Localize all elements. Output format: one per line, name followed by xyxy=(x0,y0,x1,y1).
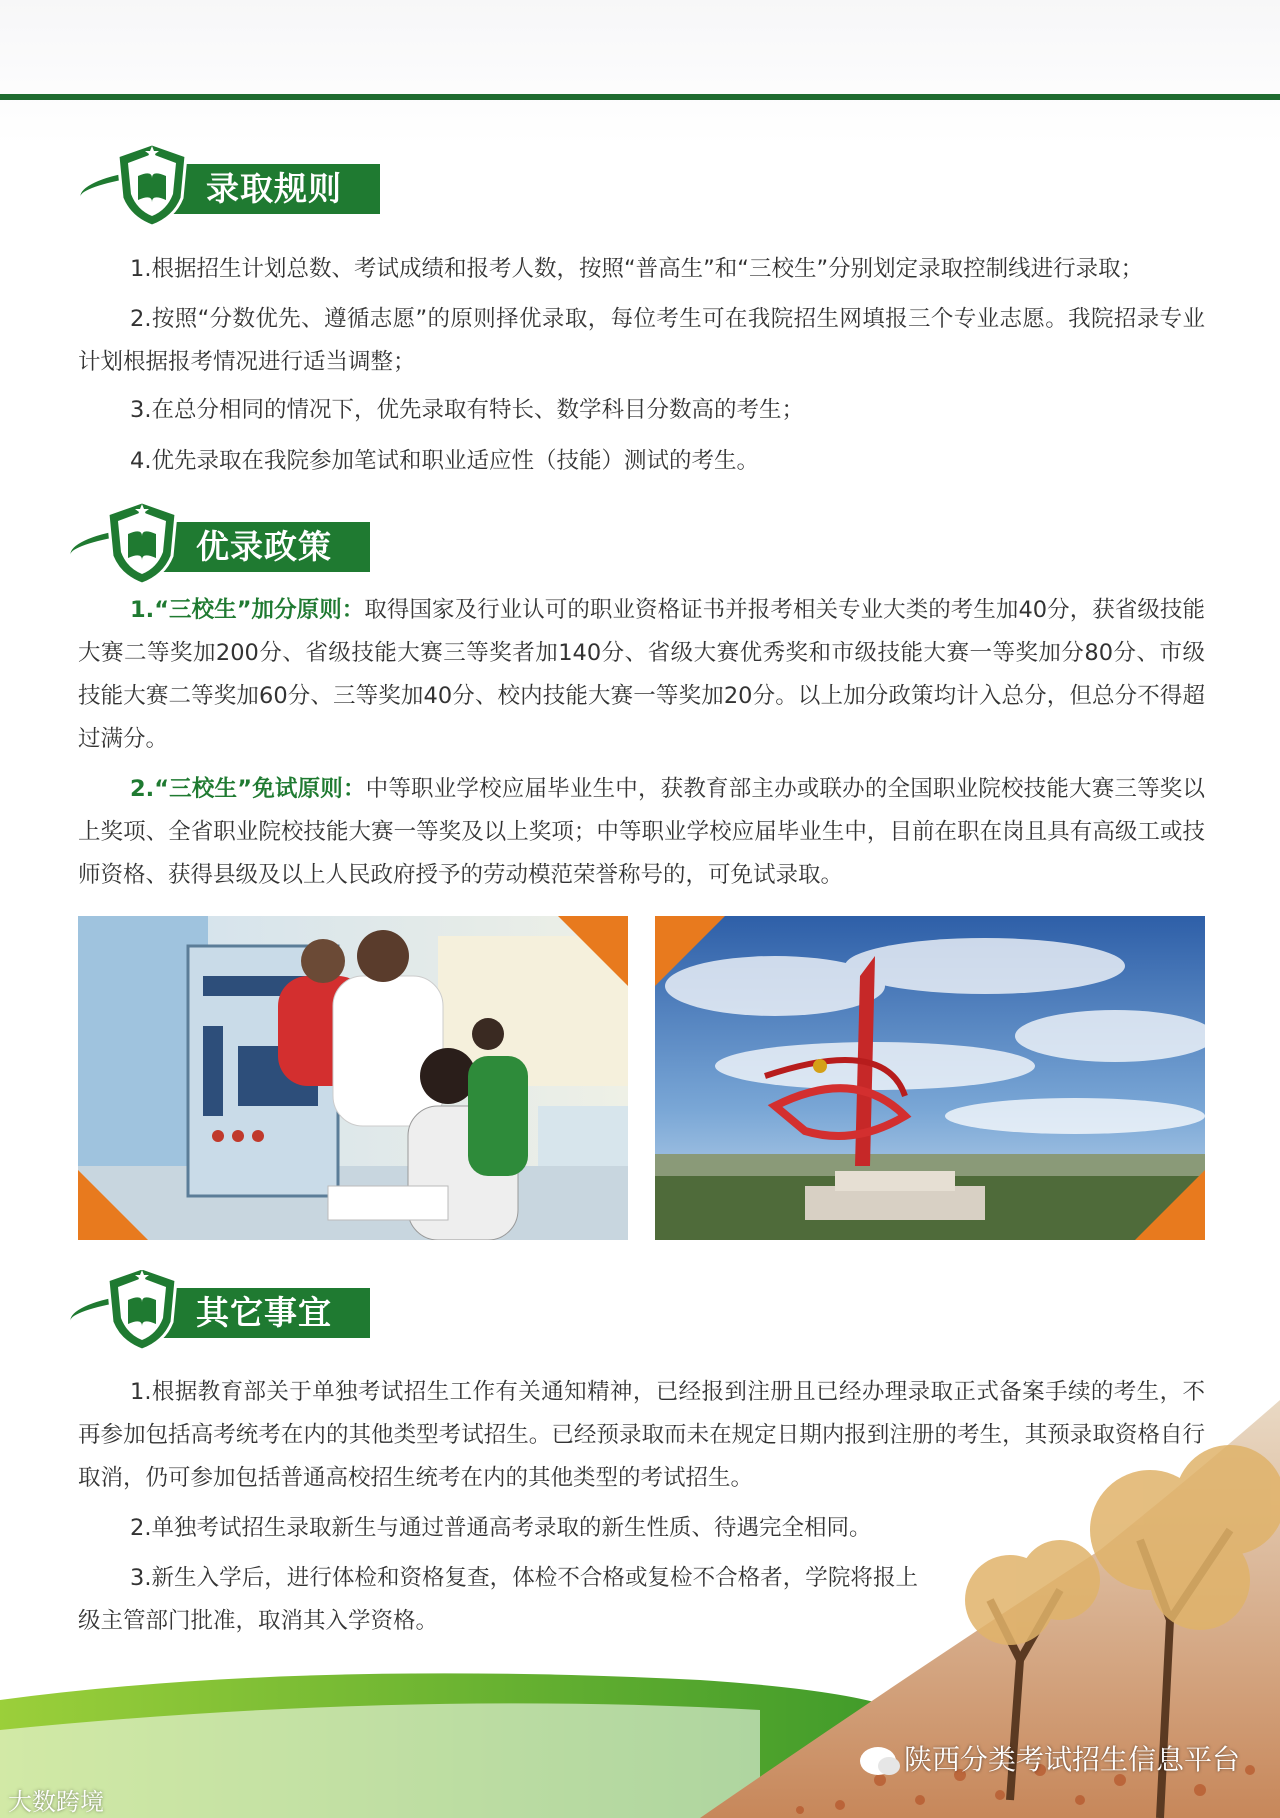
lab-scene-image xyxy=(78,916,628,1240)
photo-corner-accent xyxy=(78,1170,148,1240)
photo-corner-accent xyxy=(558,916,628,986)
photo-corner-accent xyxy=(655,916,725,986)
sculpture-photo xyxy=(655,916,1205,1240)
other-item-3: 3.新生入学后，进行体检和资格复查，体检不合格或复检不合格者，学院将报上级主管部门批准，取消其入学资格。 xyxy=(78,1565,918,1634)
watermark-text: 陕西分类考试招生信息平台 xyxy=(903,1743,1240,1776)
preference-item-2 xyxy=(78,768,1205,897)
preference-item-text: 中等职业学校应届毕业生中，获教育部主办或联办的全国职业院校技能大赛三等奖以上奖项、全省职业院校技能大赛一等奖及以上奖项；中等职业学校应届毕业生中，目前在职在岗且具有高级工或技师资格、获得县级及以上人民政府授予的劳动模范荣誉称号的，可免试录取。 xyxy=(78,776,1205,888)
wechat-icon xyxy=(860,1747,896,1775)
admission-item-2: 2.按照“分数优先、遵循志愿”的原则择优录取，每位考生可在我院招生网填报三个专业志愿。我院招录专业计划根据报考情况进行适当调整； xyxy=(78,306,1205,375)
shield-emblem-icon xyxy=(104,1266,180,1352)
preference-item-label: 1.“三校生”加分原则： xyxy=(130,597,365,623)
preference-item-1 xyxy=(78,589,1205,761)
admission-item-1: 1.根据招生计划总数、考试成绩和报考人数，按照“普高生”和“三校生”分别划定录取控制线进行录取； xyxy=(130,256,1144,282)
preference-item-label: 2.“三校生”免试原则： xyxy=(130,776,366,802)
section-title: 录取规则 xyxy=(206,169,342,208)
campus-sculpture-image xyxy=(655,916,1205,1240)
shield-emblem-icon xyxy=(104,500,180,586)
corner-logo xyxy=(8,1782,104,1817)
top-divider xyxy=(0,94,1280,100)
preference-item-text: 取得国家及行业认可的职业资格证书并报考相关专业大类的考生加40分，获省级技能大赛二等奖加200分、省级技能大赛三等奖者加140分、省级大赛优秀奖和市级技能大赛一等奖加分80分、市级技能大赛二等奖加60分、三等奖加40分、校内技能大赛一等奖加20分。以上加分政策均计入总分，但总分不得超过满分。 xyxy=(78,597,1205,752)
admission-item-3: 3.在总分相同的情况下，优先录取有特长、数学科目分数高的考生； xyxy=(130,397,804,423)
corner-logo-text: 大数跨境 xyxy=(8,1788,104,1816)
watermark xyxy=(860,1738,1240,1778)
other-item-2: 2.单独考试招生录取新生与通过普通高考录取的新生性质、待遇完全相同。 xyxy=(130,1515,872,1541)
shield-emblem-icon xyxy=(114,142,190,228)
photo-corner-accent xyxy=(1135,1170,1205,1240)
section-title: 其它事宜 xyxy=(196,1293,332,1332)
section-title: 优录政策 xyxy=(196,527,332,566)
section-header-admission xyxy=(80,142,400,228)
lab-photo xyxy=(78,916,628,1240)
admission-item-4: 4.优先录取在我院参加笔试和职业适应性（技能）测试的考生。 xyxy=(130,448,759,474)
other-item-1: 1.根据教育部关于单独考试招生工作有关通知精神，已经报到注册且已经办理录取正式备案手续的考生，不再参加包括高考统考在内的其他类型考试招生。已经预录取而未在规定日期内报到注册的考生，其预录取资格自行取消，仍可参加包括普通高校招生统考在内的其他类型的考试招生。 xyxy=(78,1379,1205,1491)
section-header-other xyxy=(70,1266,390,1352)
section-header-preference xyxy=(70,500,390,586)
